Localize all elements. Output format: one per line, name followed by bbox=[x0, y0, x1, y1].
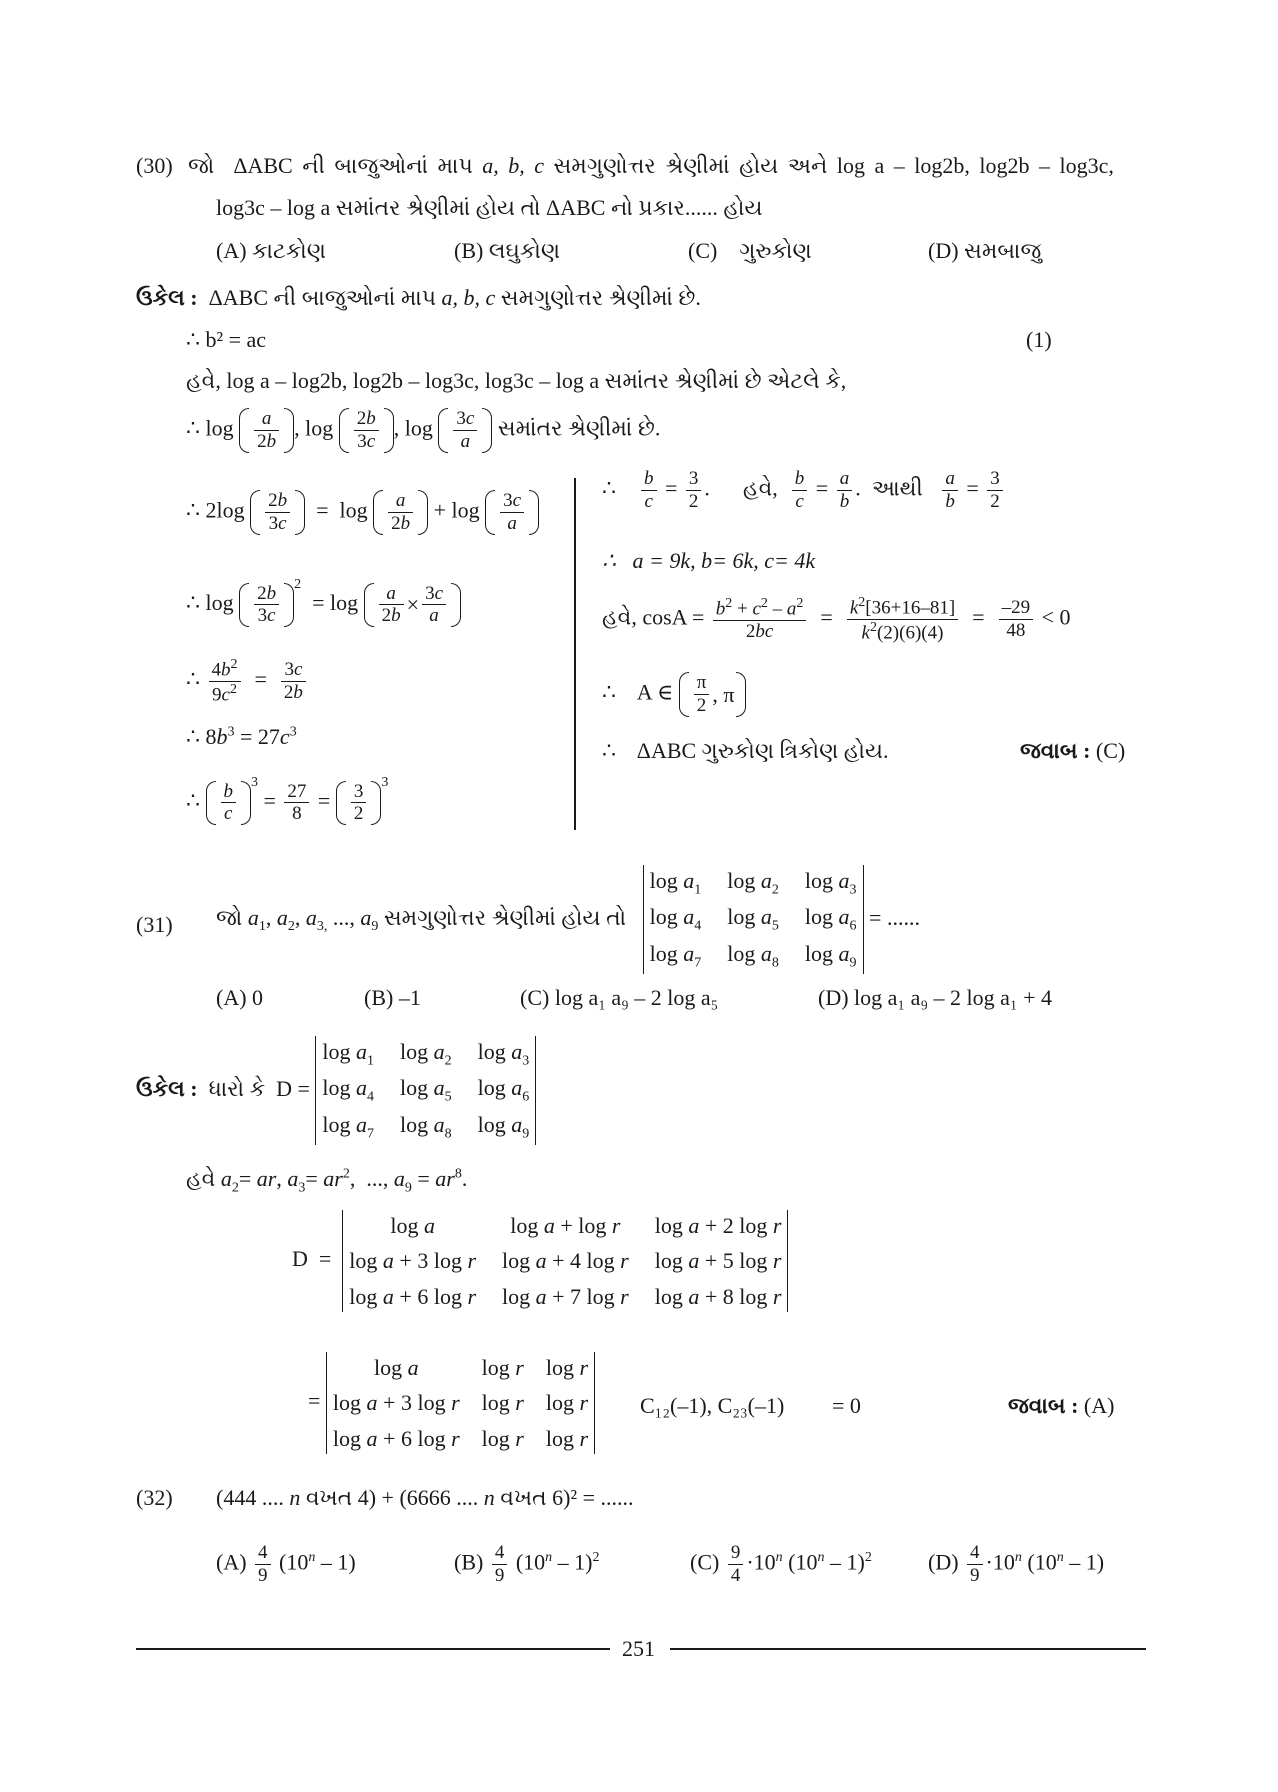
q31-expanded-determinant: D = log a log a + log r log a + 2 log r log a + 3 log r log a + 4 log r log a + 5 log r log a + 6 log r log a + 7 log r log a + 8 log r bbox=[292, 1210, 788, 1312]
q30-solution-line2: ∴ b² = ac bbox=[186, 327, 267, 352]
q30-right-values: ∴ a = 9k, b= 6k, c= 4k bbox=[602, 548, 816, 573]
q30-step-2log: ∴ 2log $\frac{2b}{3c}$ = log $\frac{a}{2b}$ + log $\frac{3c}{a}$ bbox=[186, 490, 539, 535]
q32-option-b: (B) $\frac{4}{9}$ (10$^n$ – 1)$^2$ bbox=[454, 1542, 600, 1586]
q30-line2: log3c – log a સમાંતર શ્રેણીમાં હોય તો ΔABC નો પ્રકાર...... હોય bbox=[216, 195, 763, 220]
footer-rule-left bbox=[136, 1648, 610, 1650]
q32-number: (32) bbox=[136, 1485, 173, 1510]
q30-line1: જો ΔABC ની બાજુઓનાં માપ a, b, c સમગુણોત્તર શ્રેણીમાં હોય અને log a – log2b, log2b – log3c, bbox=[188, 153, 1114, 178]
q30-answer: જવાબ : (C) bbox=[1020, 738, 1126, 763]
q32-option-d: (D) $\frac{4}{9}$ $\cdot 10^n$ (10$^n$ – 1) bbox=[928, 1542, 1105, 1586]
q31-option-d: (D) log a₁ a₉ – 2 log a₁ + 4 bbox=[818, 985, 1052, 1010]
q32-option-a: (A) $\frac{4}{9}$ (10$^n$ – 1) bbox=[216, 1542, 356, 1586]
q31-number: (31) bbox=[136, 912, 173, 937]
q31-column-operations: C₁₂(–1), C₂₃(–1) bbox=[640, 1393, 785, 1418]
q32-statement: (444 .... n વખત 4) + (6666 .... n વખત 6)² = ...... bbox=[216, 1485, 634, 1510]
q30-step-log-squared: ∴ log $\frac{2b}{3c}$ $^2$ = log $\frac{a}{2b}$ × $\frac{3c}{a}$ bbox=[186, 577, 461, 627]
q30-equation-tag: (1) bbox=[1026, 327, 1052, 352]
q30-step-cubes: ∴ $8b^3 = 27c^3$ bbox=[186, 724, 297, 749]
q30-number: (30) bbox=[136, 153, 173, 178]
q31-solution-definition: ઉકેલ : ધારો કે D = $\log a_1$ $\log a_2$ $\log a_3$ $\log a_4$ $\log a_5$ $\log a_6$ $\log a_7$ $\log a_8$ $\log a_9$ bbox=[136, 1036, 536, 1145]
q31-answer: જવાબ : (A) bbox=[1008, 1393, 1115, 1418]
q30-right-angle-range: ∴ A ∈ $\frac{\pi}{2}$ , π bbox=[602, 672, 746, 717]
q30-right-ratio: ∴ $\frac{b}{c}$ = $\frac{3}{2}$ . હવે, $\frac{b}{c}$ = $\frac{a}{b}$ . આથી $\frac{a}{b}$ = $\frac{3}{2}$ bbox=[602, 468, 1006, 513]
q30-option-b: (B) લઘુકોણ bbox=[454, 238, 561, 263]
page-number: 251 bbox=[622, 1636, 655, 1661]
q30-right-conclusion: ∴ ΔABC ગુરુકોણ ત્રિકોણ હોય. bbox=[602, 738, 889, 763]
q30-right-cosine: હવે, cosA = $\frac{b^2 + c^2 - a^2}{2bc}$ = $\frac{k^2[36+16-81]}{k^2(2)(6)(4)}$ = $\frac{-29}{48}$ < 0 bbox=[602, 595, 1071, 644]
footer-rule-right bbox=[670, 1648, 1146, 1650]
q30-option-d: (D) સમબાજુ bbox=[928, 238, 1042, 263]
q30-solution-line3: હવે, log a – log2b, log2b – log3c, log3c – log a સમાંતર શ્રેણીમાં છે એટલે કે, bbox=[186, 368, 847, 393]
q31-determinant: $\log a_1$ $\log a_2$ $\log a_3$ $\log a_4$ $\log a_5$ $\log a_6$ $\log a_7$ $\log a_8$ $\log a_9$ bbox=[643, 865, 864, 974]
q31-reduced-determinant: = log a log r log r log a + 3 log r log r log r log a + 6 log r log r log r bbox=[308, 1352, 595, 1454]
q30-option-a: (A) કાટકોણ bbox=[216, 238, 326, 263]
q31-option-b: (B) –1 bbox=[364, 985, 421, 1010]
q31-option-a: (A) 0 bbox=[216, 985, 264, 1010]
q32-option-c: (C) $\frac{9}{4}$ $\cdot 10^n$ (10$^n$ – 1)$^2$ bbox=[690, 1542, 872, 1586]
q30-solution-line4: ∴ log $\frac{a}{2b}$ , log $\frac{2b}{3c}$ , log $\frac{3c}{a}$ સમાંતર શ્રેણીમાં છે. bbox=[186, 408, 661, 452]
q31-option-c: (C) log a₁ a₉ – 2 log a₅ bbox=[520, 985, 719, 1010]
q31-statement: જો $a_1$, $a_2$, $a_{3,}$ ..., $a_9$ સમગુણોત્તર શ્રેણીમાં હોય તો $\log a_1$ $\log a_2$ $\log a_3$ $\log a_4$ $\log a_5$ $\log a_6$ $\log a_7$ $\log a_8$ $\log a_9$ = ...... bbox=[216, 865, 920, 974]
q30-solution-line1: ઉકેલ : ΔABC ની બાજુઓનાં માપ a, b, c સમગુણોત્તર શ્રેણીમાં છે. bbox=[136, 285, 701, 310]
q30-step-ratio-cubed: ∴ $\frac{b}{c}$ $^3$ = $\frac{27}{8}$ = $\frac{3}{2}$ $^3$ bbox=[186, 775, 389, 825]
q30-step-fraction: ∴ $\frac{4b^2}{9c^2}$ = $\frac{3c}{2b}$ bbox=[186, 657, 309, 706]
q30-option-c: (C) ગુરુકોણ bbox=[688, 238, 812, 263]
column-divider bbox=[574, 478, 576, 830]
q31-solution-determinant: $\log a_1$ $\log a_2$ $\log a_3$ $\log a_4$ $\log a_5$ $\log a_6$ $\log a_7$ $\log a_8$ $\log a_9$ bbox=[315, 1036, 536, 1145]
q31-gp-terms: હવે $a_2=$ ar, $a_3= ar^2$, ..., $a_9 = ar^8$. bbox=[186, 1166, 468, 1196]
q31-result: = 0 bbox=[832, 1393, 861, 1418]
